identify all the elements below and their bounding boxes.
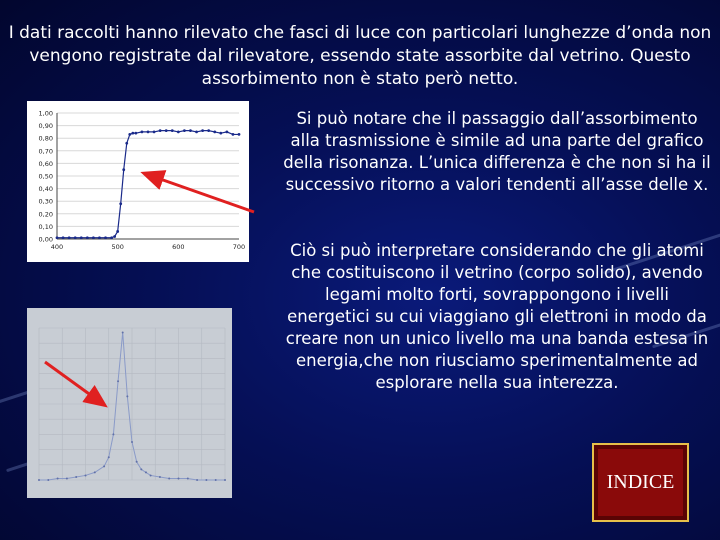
- data-point: [232, 133, 235, 136]
- data-point: [159, 129, 162, 132]
- data-point: [189, 129, 192, 132]
- data-point: [195, 131, 198, 134]
- data-point: [183, 129, 186, 132]
- data-point: [66, 477, 68, 479]
- data-point: [207, 129, 210, 132]
- transmission-chart: [27, 101, 249, 262]
- data-point: [219, 132, 222, 135]
- y-tick-label: 0,70: [38, 147, 53, 156]
- y-tick-label: 0,60: [38, 159, 53, 168]
- data-point: [113, 235, 116, 238]
- x-tick-label: 500: [111, 243, 124, 251]
- data-point: [225, 131, 228, 134]
- data-point: [153, 131, 156, 134]
- data-point: [94, 471, 96, 473]
- data-point: [145, 471, 147, 473]
- data-point: [213, 131, 216, 134]
- data-point: [125, 142, 128, 145]
- data-point: [205, 479, 207, 481]
- y-tick-label: 1,00: [38, 109, 53, 118]
- data-point: [159, 476, 161, 478]
- data-point: [224, 479, 226, 481]
- y-tick-label: 0,50: [38, 172, 53, 181]
- data-point: [86, 236, 89, 239]
- data-point: [104, 236, 107, 239]
- data-point: [134, 132, 137, 135]
- transmission-chart-svg: [27, 101, 249, 262]
- data-point: [201, 129, 204, 132]
- data-point: [47, 479, 49, 481]
- data-point: [131, 132, 134, 135]
- data-point: [165, 129, 168, 132]
- data-point: [92, 236, 95, 239]
- paragraph-interpretation: Ciò si può interpretare considerando che gli atomi che costituiscono il vetrino (corpo solido), avendo legami molto forti, sovrappongono i livelli energetici su cui viaggiano gli elettroni in modo da creare non un unico livello ma una banda estesa in energia,che non riusciamo sperimentalmente ad esplorare nella sua interezza.: [285, 241, 709, 392]
- data-point: [238, 133, 241, 136]
- data-point: [147, 131, 150, 134]
- data-point: [126, 395, 128, 397]
- data-point: [110, 236, 113, 239]
- slide-title: I dati raccolti hanno rilevato che fasci di luce con particolari lunghezze d’onda non vengono registrate dal rilevatore, essendo state assorbite dal vetrino. Questo assorbimento non è stato però netto.: [8, 23, 712, 89]
- y-tick-label: 0,10: [38, 222, 53, 231]
- data-point: [117, 380, 119, 382]
- data-point: [116, 230, 119, 233]
- data-point: [128, 133, 131, 136]
- paragraph-transition: Si può notare che il passaggio dall’assorbimento alla trasmissione è simile ad una parte del grafico della risonanza. L’unica differenza è che non si ha il successivo ritorno a valori tendenti all’asse delle x.: [283, 109, 711, 194]
- data-point: [80, 236, 83, 239]
- data-point: [98, 236, 101, 239]
- data-point: [215, 479, 217, 481]
- data-point: [103, 465, 105, 467]
- data-point: [119, 202, 122, 205]
- data-point: [62, 236, 65, 239]
- resonance-chart-svg: [27, 308, 232, 498]
- data-point: [196, 479, 198, 481]
- data-point: [75, 476, 77, 478]
- data-point: [168, 477, 170, 479]
- y-tick-label: 0,40: [38, 185, 53, 194]
- y-tick-label: 0,90: [38, 122, 53, 131]
- data-point: [68, 236, 71, 239]
- data-point: [122, 168, 125, 171]
- x-tick-label: 400: [50, 243, 64, 251]
- resonance-chart: [27, 308, 232, 498]
- data-point: [140, 468, 142, 470]
- data-point: [131, 441, 133, 443]
- data-point: [74, 236, 77, 239]
- data-point: [177, 131, 180, 134]
- indice-button[interactable]: INDICE: [592, 443, 689, 522]
- data-point: [38, 479, 40, 481]
- data-point: [85, 474, 87, 476]
- data-point: [57, 477, 59, 479]
- y-tick-label: 0,00: [38, 235, 53, 244]
- data-point: [171, 129, 174, 132]
- data-point: [136, 461, 138, 463]
- data-point: [178, 477, 180, 479]
- data-point: [108, 456, 110, 458]
- x-tick-label: 600: [172, 243, 185, 251]
- y-tick-label: 0,30: [38, 197, 53, 206]
- data-point: [122, 332, 124, 334]
- x-tick-label: 700: [232, 243, 246, 251]
- data-point: [150, 474, 152, 476]
- data-point: [56, 236, 59, 239]
- y-tick-label: 0,80: [38, 134, 53, 143]
- data-point: [112, 433, 114, 435]
- data-point: [141, 131, 144, 134]
- series-line: [57, 131, 239, 238]
- y-tick-label: 0,20: [38, 210, 53, 219]
- data-point: [187, 477, 189, 479]
